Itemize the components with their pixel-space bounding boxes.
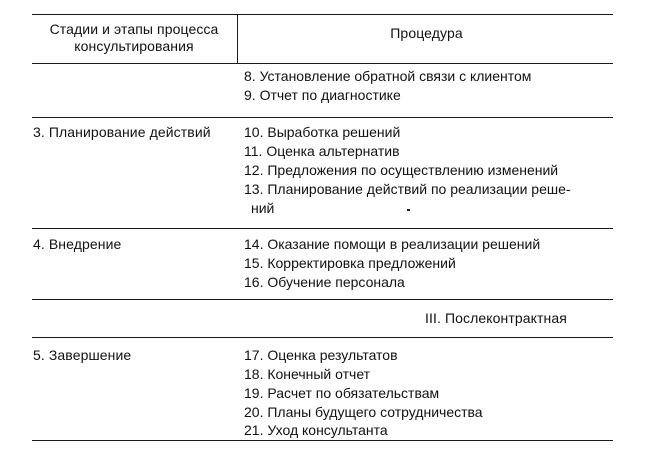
procedure-item: 18. Конечный отчет — [244, 366, 371, 382]
procedure-item: ний — [251, 200, 275, 216]
row-divider — [32, 117, 613, 118]
procedure-item: 16. Обучение персонала — [244, 274, 405, 290]
procedure-item: 20. Планы будущего сотрудничества — [244, 404, 483, 420]
header-bottom-rule — [32, 63, 613, 64]
row-divider — [32, 299, 613, 300]
procedure-item: 9. Отчет по диагностике — [244, 87, 401, 103]
stage-label: 5. Завершение — [33, 347, 132, 363]
procedure-item: 17. Оценка результатов — [244, 347, 398, 363]
procedure-item: 12. Предложения по осуществлению изменений — [244, 162, 559, 178]
section-heading: III. Послеконтрактная — [425, 310, 567, 326]
header-stages — [34, 21, 234, 55]
procedure-item: 13. Планирование действий по реализации реше- — [244, 181, 571, 197]
procedure-item: 15. Корректировка предложений — [244, 255, 456, 271]
row-divider — [32, 228, 613, 229]
stage-label: 4. Внедрение — [33, 236, 122, 252]
procedure-item: 21. Уход консультанта — [244, 422, 388, 438]
procedure-item: 10. Выработка решений — [244, 124, 401, 140]
procedure-item: 11. Оценка альтернатив — [244, 143, 400, 159]
print-speck — [407, 209, 410, 211]
procedure-item: 19. Расчет по обязательствам — [244, 385, 440, 401]
procedure-item: 8. Установление обратной связи с клиентом — [244, 68, 532, 84]
header-column-divider — [237, 14, 238, 64]
procedure-item: 14. Оказание помощи в реализации решений — [244, 236, 541, 252]
row-divider — [32, 337, 613, 338]
table-bottom-rule — [32, 440, 613, 441]
header-stages-line: консультирования — [74, 38, 194, 54]
header-procedure: Процедура — [390, 25, 463, 41]
header-stages-line: Стадии и этапы процесса — [49, 21, 219, 37]
stage-label: 3. Планирование действий — [33, 124, 211, 140]
table-top-rule — [32, 14, 613, 15]
